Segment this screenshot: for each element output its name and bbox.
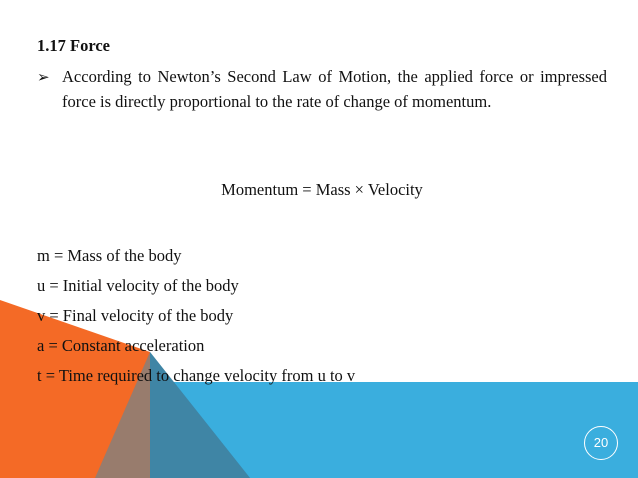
arrow-bullet-icon: ➢	[37, 68, 50, 86]
definition-item: v = Final velocity of the body	[37, 306, 234, 325]
momentum-formula: Momentum = Mass × Velocity	[221, 180, 423, 199]
bullet-text: According to Newton’s Second Law of Motion, the applied force or impressed force is directly proportional to the rate of change of momentum.	[62, 67, 607, 111]
definition-item: t = Time required to change velocity from u to v	[37, 366, 356, 385]
definition-item: m = Mass of the body	[37, 246, 182, 265]
bullet-point	[37, 65, 607, 114]
variable-definitions	[37, 241, 355, 391]
definition-item: u = Initial velocity of the body	[37, 276, 239, 295]
page-number-badge: 20	[584, 426, 618, 460]
section-heading: 1.17 Force	[37, 36, 111, 55]
definition-item: a = Constant acceleration	[37, 336, 205, 355]
